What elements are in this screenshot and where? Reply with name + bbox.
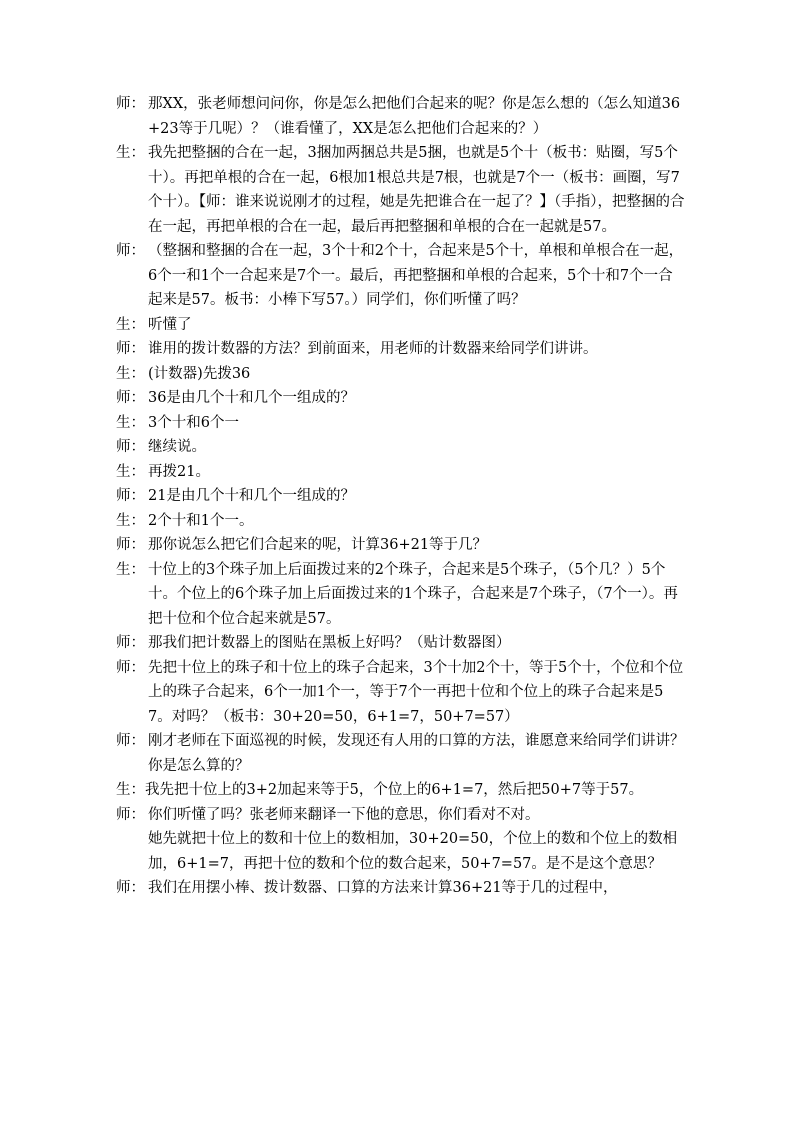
line-text: 那你说怎么把它们合起来的呢，计算36+21等于几？ [148,537,488,553]
dialogue-transcript [116,92,686,901]
line-text: 先把十位上的珠子和十位上的珠子合起来，3个十加2个十，等于5个十，个位和个位上的珠子合起来，6个一加1个一，等于7个一再把十位和个位上的珠子合起来是57。对吗？（板书：30+20=50，6+1=7，50+7=57） [148,659,684,725]
line-text: 继续说。 [148,439,206,455]
dialogue-line [116,92,686,141]
dialogue-line [116,313,686,338]
dialogue-line [116,484,686,509]
dialogue-line [116,656,686,730]
line-text: 我们在用摆小棒、拨计数器、口算的方法来计算36+21等于几的过程中， [148,880,618,896]
dialogue-line [116,239,686,313]
dialogue-line [116,533,686,558]
dialogue-line [116,435,686,460]
line-text: 36是由几个十和几个一组成的？ [148,390,355,406]
line-text: 2个十和1个一。 [148,512,254,529]
speaker-label: 师： [116,341,145,357]
line-text: 那我们把计数器上的图贴在黑板上好吗？（贴计数器图） [148,635,511,651]
line-text: (计数器)先拨36 [148,365,251,382]
speaker-label: 师： [116,390,145,406]
dialogue-line [116,362,686,387]
line-text: 那XX，张老师想问问你，你是怎么把他们合起来的呢？你是怎么想的（怎么知道36+23等于几呢）？（谁看懂了，XX是怎么把他们合起来的？） [148,96,681,137]
line-text: 3个十和6个一 [148,414,239,431]
speaker-label: 师： [116,537,145,553]
dialogue-line [116,337,686,362]
dialogue-line [116,558,686,632]
line-text: 我先把十位上的3+2加起来等于5，个位上的6+1=7，然后把50+7等于57。 [145,782,644,798]
speaker-label: 生： [116,782,145,798]
speaker-label: 师： [116,243,145,259]
line-text: 她先就把十位上的数和十位上的数相加，30+20=50，个位上的数和个位上的数相加，6+1=7，再把十位的数和个位的数合起来，50+7=57。是不是这个意思？ [148,831,678,872]
line-text: 你们听懂了吗？张老师来翻译一下他的意思，你们看对不对。 [148,806,540,823]
line-text: 刚才老师在下面巡视的时候，发现还有人用的口算的方法，谁愿意来给同学们讲讲？你是怎么算的？ [148,733,685,774]
speaker-label: 师： [116,880,145,896]
dialogue-line [116,827,686,876]
dialogue-line [116,876,686,901]
speaker-label: 师： [116,635,145,651]
line-text: 21是由几个十和几个一组成的？ [148,488,355,504]
line-text: 再拨21。 [148,463,210,480]
speaker-label: 生： [116,463,145,480]
speaker-label: 师： [116,96,145,112]
dialogue-line [116,509,686,534]
dialogue-line [116,778,686,803]
speaker-label: 师： [116,733,145,749]
speaker-label: 师： [116,659,145,676]
speaker-label: 生： [116,561,145,578]
line-text: 十位上的3个珠子加上后面拨过来的2个珠子，合起来是5个珠子，（5个几？）5个十。个位上的6个珠子加上后面拨过来的1个珠子，合起来是7个珠子，（7个一）。再把十位和个位合起来就是57。 [148,561,678,627]
line-text: 谁用的拨计数器的方法？到前面来，用老师的计数器来给同学们讲讲。 [148,341,598,357]
speaker-label: 师： [116,439,145,455]
line-text: 我先把整捆的合在一起，3捆加两捆总共是5捆，也就是5个十（板书：贴圈，写5个十）。再把单根的合在一起，6根加1根总共是7根，也就是7个一（板书：画圈，写7个十）。【师：谁来说说刚才的过程，她是先把谁合在一起了？】（手指），把整捆的合在一起，再把单根的合在一起，最后再把整捆和单根的合在一起就是57。 [148,145,685,235]
line-text: 听懂了 [148,316,192,333]
speaker-label: 生： [116,512,145,529]
dialogue-line [116,386,686,411]
dialogue-line [116,803,686,828]
dialogue-line [116,631,686,656]
dialogue-line [116,141,686,239]
dialogue-line [116,460,686,485]
dialogue-line [116,729,686,778]
speaker-label: 生： [116,365,145,382]
speaker-label: 师： [116,488,145,504]
speaker-label: 生： [116,316,145,333]
speaker-label: 生： [116,414,145,431]
line-text: （整捆和整捆的合在一起，3个十和2个十，合起来是5个十，单根和单根合在一起，6个一和1个一合起来是7个一。最后，再把整捆和单根的合起来，5个十和7个一合起来是57。板书：小棒下写57。）同学们，你们听懂了吗？ [148,243,684,308]
speaker-label: 师： [116,806,145,823]
speaker-label: 生： [116,145,145,161]
dialogue-line [116,411,686,436]
